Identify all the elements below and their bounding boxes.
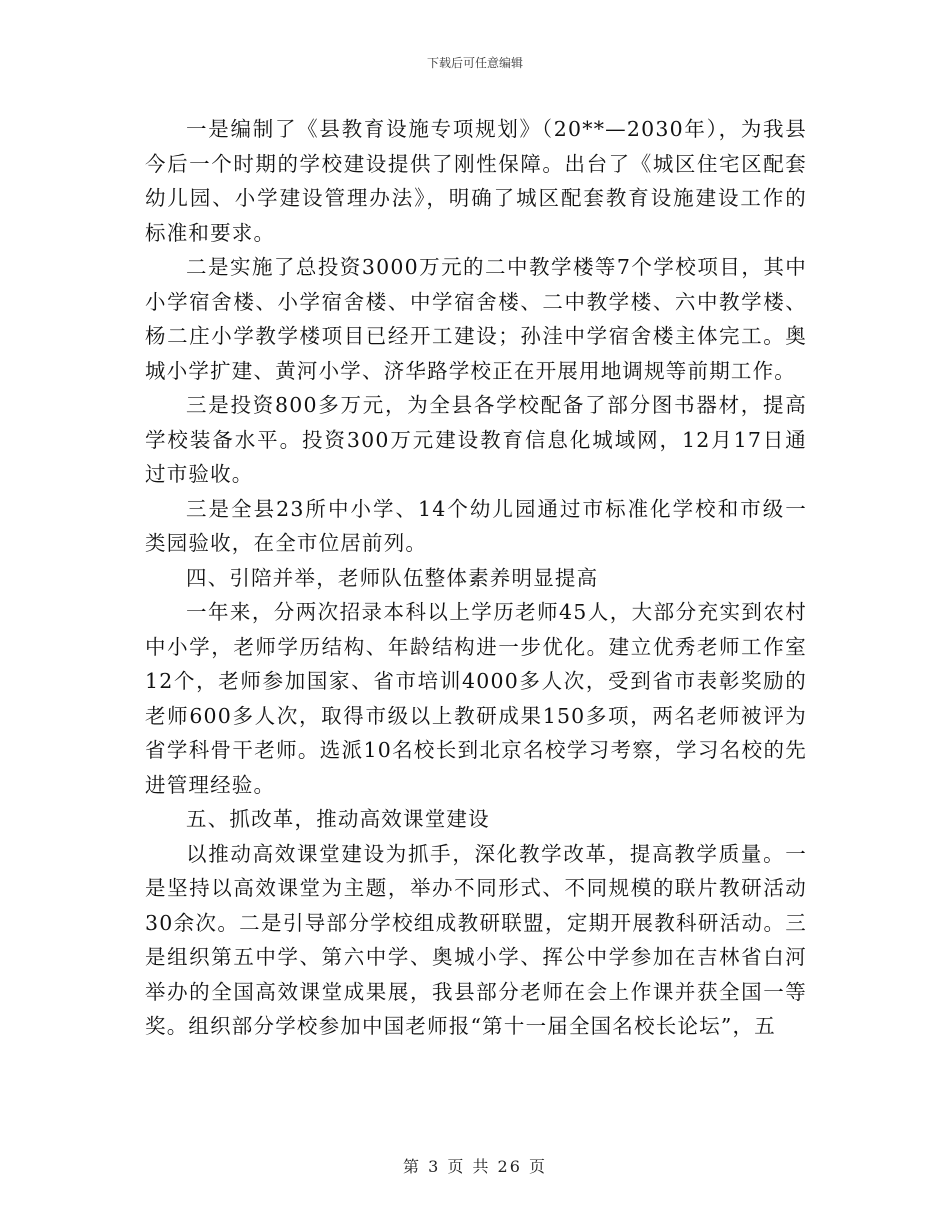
page-header-note: 下载后可任意编辑 xyxy=(426,56,523,70)
paragraph-efficient-classroom: 以推动高效课堂建设为抓手，深化教学改革，提高教学质量。一是坚持以高效课堂为主题，举办不同形式、不同规模的联片教研活动30余次。二是引导部分学校组成教研联盟，定期开展教科研活动。三是组织第五中学、第六中学、奥城小学、挥公中学参加在吉林省白河举办的全国高效课堂成果展，我县部分老师在会上作课并获全国一等奖。组织部分学校参加中国老师报“第十一届全国名校长论坛”，五 xyxy=(145,841,807,1038)
page-number-footer: 第 3 页 共 26 页 xyxy=(403,1157,547,1176)
section-heading-reform: 五、抓改革，推动高效课堂建设 xyxy=(186,807,490,831)
paragraph-plan-compiled: 一是编制了《县教育设施专项规划》（20**—2030年），为我县今后一个时期的学校建设提供了刚性保障。出台了《城区住宅区配套幼儿园、小学建设管理办法》，明确了城区配套教育设施建设工作的标准和要求。 xyxy=(145,117,807,245)
paragraph-teacher-recruitment: 一年来，分两次招录本科以上学历老师45人，大部分充实到农村中小学，老师学历结构、年龄结构进一步优化。建立优秀老师工作室12个，老师参加国家、省市培训4000多人次，受到省市表彰奖励的老师600多人次，取得市级以上教研成果150多项，两名老师被评为省学科骨干老师。选派10名校长到北京名校学习考察，学习名校的先进管理经验。 xyxy=(145,600,807,797)
paragraph-equipment-investment: 三是投资800多万元，为全县各学校配备了部分图书器材，提高学校装备水平。投资300万元建设教育信息化城域网，12月17日通过市验收。 xyxy=(145,393,807,486)
paragraph-standardized-schools: 三是全县23所中小学、14个幼儿园通过市标准化学校和市级一类园验收，在全市位居前列。 xyxy=(145,496,807,555)
section-heading-teacher-team: 四、引陪并举，老师队伍整体素养明显提高 xyxy=(186,565,599,590)
document-body xyxy=(145,112,807,1044)
paragraph-school-projects: 二是实施了总投资3000万元的二中教学楼等7个学校项目，其中小学宿舍楼、小学宿舍楼、中学宿舍楼、二中教学楼、六中教学楼、杨二庄小学教学楼项目已经开工建设；孙洼中学宿舍楼主体完工。奥城小学扩建、黄河小学、济华路学校正在开展用地调规等前期工作。 xyxy=(145,255,807,383)
